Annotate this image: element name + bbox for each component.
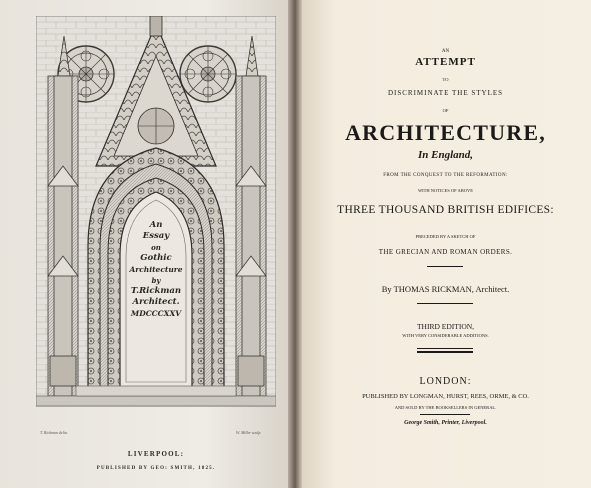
title-rule-2 — [417, 303, 473, 304]
inscription-line: Essay — [142, 231, 170, 241]
title-to: TO — [442, 77, 449, 82]
title-double-rule-top — [417, 348, 473, 349]
title-preceded: PRECEDED BY A SKETCH OF — [415, 234, 476, 239]
title-rule-1 — [427, 266, 463, 267]
inscription-line: on — [151, 243, 161, 252]
title-rule-3 — [420, 414, 470, 415]
title-printer: George Smith, Printer, Liverpool. — [404, 420, 487, 426]
title-of: OF — [442, 108, 449, 113]
right-buttress — [236, 36, 266, 396]
inscription-line: T.Rickman — [130, 286, 182, 296]
left-buttress — [48, 36, 78, 396]
door-inscription — [120, 220, 192, 319]
inscription-line: Gothic — [140, 253, 172, 263]
title-in-england: In England, — [417, 149, 474, 161]
right-rose-window — [180, 46, 236, 102]
inscription-line: An — [149, 220, 163, 230]
engraving-credit-left: T. Rickman delin. — [40, 430, 68, 435]
title-attempt: ATTEMPT — [415, 56, 476, 68]
title-architecture: ARCHITECTURE, — [345, 120, 546, 145]
title-additions: WITH VERY CONSIDERABLE ADDITIONS. — [402, 333, 489, 338]
book-gutter — [288, 0, 302, 488]
title-london: LONDON: — [419, 376, 472, 387]
title-edition: THIRD EDITION, — [416, 322, 475, 331]
inscription-line: Architect. — [132, 297, 180, 307]
title-period: FROM THE CONQUEST TO THE REFORMATION: — [383, 173, 508, 178]
title-an: AN — [441, 49, 450, 54]
plate-publisher: PUBLISHED BY GEO: SMITH, 1825. — [96, 466, 216, 471]
engraving-credit-right: W. Miller sculp. — [236, 430, 262, 435]
inscription-line: Architecture — [129, 265, 183, 274]
inscription-line: MDCCCXXV — [130, 309, 182, 318]
title-notices: WITH NOTICES OF ABOVE — [417, 188, 474, 193]
title-orders: THE GRECIAN AND ROMAN ORDERS. — [378, 248, 513, 256]
title-double-rule-bottom — [417, 351, 473, 353]
title-booksellers: AND SOLD BY THE BOOKSELLERS IN GENERAL. — [394, 405, 497, 410]
title-discriminate: DISCRIMINATE THE STYLES — [387, 89, 504, 97]
plate-place: LIVERPOOL: — [127, 450, 185, 458]
title-published: PUBLISHED BY LONGMAN, HURST, REES, ORME, & CO. — [362, 393, 529, 400]
inscription-line: by — [151, 276, 161, 285]
title-edifices: THREE THOUSAND BRITISH EDIFICES: — [337, 204, 554, 216]
title-author: By THOMAS RICKMAN, Architect. — [381, 284, 510, 294]
